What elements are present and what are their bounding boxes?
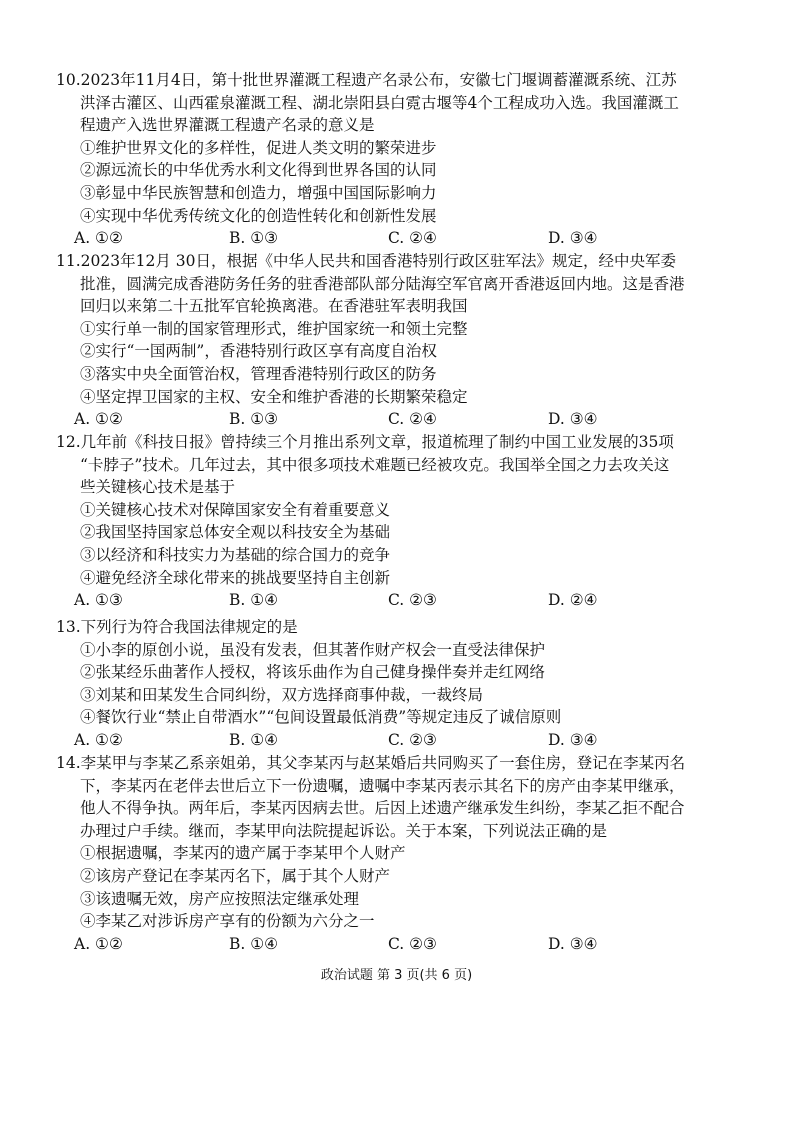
choice-a: A. ①②	[74, 229, 123, 248]
choice-b: B. ①③	[229, 229, 279, 248]
question-stem-line: 回归以来第二十五批军官轮换离港。在香港驻军表明我国	[80, 297, 468, 316]
option-line: ①根据遗嘱，李某丙的遗产属于李某甲个人财产	[80, 844, 406, 863]
answer-choices	[56, 227, 746, 250]
answer-choices	[56, 408, 746, 431]
question-stem-line: 12.几年前《科技日报》曾持续三个月推出系列文章，报道梳理了制约中国工业发展的35项	[56, 433, 674, 451]
option-line: ①实行单一制的国家管理形式，维护国家统一和领土完整	[80, 319, 468, 338]
question-13	[56, 616, 746, 752]
question-stem-line: “卡脖子”技术。几年过去，其中很多项技术难题已经被攻克。我国举全国之力去攻关这	[80, 455, 670, 474]
option-line: ③该遗嘱无效，房产应按照法定继承处理	[80, 889, 360, 908]
question-stem-line: 14.李某甲与李某乙系亲姐弟，其父李某丙与赵某婚后共同购买了一套住房，登记在李某丙名	[56, 754, 686, 772]
choice-d: D. ③④	[548, 410, 598, 429]
option-line: ④实现中华优秀传统文化的创造性转化和创新性发展	[80, 206, 437, 225]
question-stem-line: 10.2023年11月4日，第十批世界灌溉工程遗产名录公布，安徽七门堰调蓄灌溉系统、江苏	[56, 71, 677, 89]
choice-d: D. ③④	[548, 229, 598, 248]
option-line: ④餐饮行业“禁止自带酒水”“包间设置最低消费”等规定违反了诚信原则	[80, 708, 562, 727]
choice-a: A. ①②	[74, 410, 123, 429]
choice-b: B. ①④	[229, 730, 279, 749]
option-line: ①小李的原创小说，虽没有发表，但其著作财产权会一直受法律保护	[80, 640, 546, 659]
question-12	[56, 431, 746, 612]
question-stem-line: 批准，圆满完成香港防务任务的驻香港部队部分陆海空军官离开香港返回内地。这是香港	[80, 274, 685, 293]
choice-b: B. ①③	[229, 410, 279, 429]
choice-d: D. ③④	[548, 730, 598, 749]
page-footer: 政治试题 第 3 页(共 6 页)	[320, 968, 473, 983]
choice-a: A. ①③	[74, 591, 123, 610]
option-line: ④李某乙对涉诉房产享有的份额为六分之一	[80, 912, 375, 931]
choice-a: A. ①②	[74, 730, 123, 749]
question-stem-line: 程遗产入选世界灌溉工程遗产名录的意义是	[80, 116, 375, 135]
question-stem-line: 13.下列行为符合我国法律规定的是	[56, 618, 298, 636]
option-line: ②该房产登记在李某丙名下，属于其个人财产	[80, 866, 391, 885]
choice-d: D. ③④	[548, 934, 598, 953]
option-line: ②我国坚持国家总体安全观以科技安全为基础	[80, 523, 391, 542]
choice-b: B. ①④	[229, 591, 279, 610]
question-10	[56, 69, 746, 250]
option-line: ④避免经济全球化带来的挑战要坚持自主创新	[80, 568, 391, 587]
question-stem-line: 他人不得争执。两年后，李某丙因病去世。后因上述遗产继承发生纠纷，李某乙拒不配合	[80, 799, 685, 818]
choice-b: B. ①④	[229, 934, 279, 953]
question-stem-line: 办理过户手续。继而，李某甲向法院提起诉讼。关于本案，下列说法正确的是	[80, 821, 608, 840]
question-stem-line: 下，李某丙在老伴去世后立下一份遗嘱，遗嘱中李某丙表示其名下的房产由李某甲继承，	[80, 776, 685, 795]
choice-c: C. ②④	[388, 410, 437, 429]
option-line: ④坚定捍卫国家的主权、安全和维护香港的长期繁荣稳定	[80, 387, 468, 406]
choice-c: C. ②④	[388, 229, 437, 248]
question-11	[56, 250, 746, 431]
choice-a: A. ①②	[74, 934, 123, 953]
choice-c: C. ②③	[388, 591, 437, 610]
answer-choices	[56, 729, 746, 752]
question-stem-line: 些关键核心技术是基于	[80, 478, 236, 497]
answer-choices	[56, 933, 746, 956]
choice-c: C. ②③	[388, 934, 437, 953]
question-stem-line: 洪泽古灌区、山西霍泉灌溉工程、湖北崇阳县白霓古堰等4个工程成功入选。我国灌溉工	[80, 93, 679, 112]
option-line: ②实行“一国两制”，香港特别行政区享有高度自治权	[80, 342, 437, 361]
option-line: ③落实中央全面管治权，管理香港特别行政区的防务	[80, 364, 437, 383]
option-line: ②张某经乐曲著作人授权，将该乐曲作为自己健身操伴奏并走红网络	[80, 663, 546, 682]
option-line: ③彰显中华民族智慧和创造力，增强中国国际影响力	[80, 183, 437, 202]
choice-c: C. ②③	[388, 730, 437, 749]
option-line: ②源远流长的中华优秀水利文化得到世界各国的认同	[80, 161, 437, 180]
choice-d: D. ②④	[548, 591, 598, 610]
question-stem-line: 11.2023年12月 30日，根据《中华人民共和国香港特别行政区驻军法》规定，经中央军委	[56, 252, 676, 270]
question-14	[56, 752, 746, 955]
answer-choices	[56, 589, 746, 612]
option-line: ③以经济和科技实力为基础的综合国力的竞争	[80, 545, 391, 564]
option-line: ①维护世界文化的多样性，促进人类文明的繁荣进步	[80, 138, 437, 157]
option-line: ①关键核心技术对保障国家安全有着重要意义	[80, 500, 391, 519]
option-line: ③刘某和田某发生合同纠纷，双方选择商事仲裁，一裁终局	[80, 685, 484, 704]
